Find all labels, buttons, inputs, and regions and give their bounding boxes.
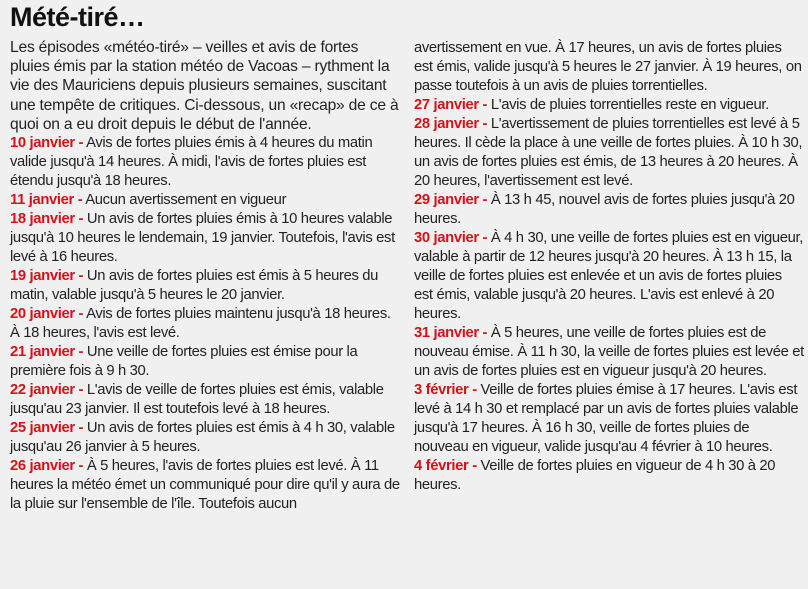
entry-date: 21 janvier - [10,344,84,361]
entry-text: Avis de fortes pluies maintenu jusqu'à 18 heures. À 18 heures, l'avis est levé. [10,306,391,342]
right-entries [414,96,804,495]
timeline-entry [10,305,400,343]
timeline-entry [10,267,400,305]
entry-date: 20 janvier - [10,306,84,323]
entry-text: À 13 h 45, nouvel avis de fortes pluies jusqu'à 20 heures. [414,192,795,227]
timeline-entry [10,343,400,381]
entry-text: À 5 heures, une veille de fortes pluies est de nouveau émise. À 11 h 30, la veille de fortes pluies est levée et un avis de fortes pluies est en vigueur jusqu'à 20 heures. [414,325,804,379]
entry-date: 31 janvier - [414,325,488,341]
timeline-entry [10,210,400,267]
entry-text: À 4 h 30, une veille de fortes pluies est en vigueur, valable à partir de 12 heures jusqu'à 20 heures. À 13 h 15, la veille de fortes pluies est enlevée et un avis de fortes pluies est émis, valable jusqu'à 20 heures. L'avis est enlevé à 20 heures. [414,230,804,322]
entry-date: 26 janvier - [10,458,84,475]
timeline-entry [414,324,804,381]
entry-date: 25 janvier - [10,420,84,437]
timeline-entry [414,229,804,324]
timeline-entry [414,457,804,495]
left-entries [10,134,400,514]
entry-text: Un avis de fortes pluies est émis à 5 heures du matin, valable jusqu'à 5 heures le 20 janvier. [10,268,379,304]
entry-text: Une veille de fortes pluies est émise pour la première fois à 9 h 30. [10,344,358,380]
entry-date: 11 janvier - [10,192,83,209]
entry-date: 18 janvier - [10,211,84,228]
timeline-entry [10,191,400,210]
timeline-entry [414,381,804,457]
timeline-entry [10,419,400,457]
timeline-entry [10,457,400,514]
entry-date: 19 janvier - [10,268,84,285]
entry-text: À 5 heures, l'avis de fortes pluies est levé. À 11 heures la météo émet un communiqué pour dire qu'il y aura de la pluie sur l'ensemble de l'île. Toutefois aucun [10,458,400,513]
entry-date: 30 janvier - [414,230,488,246]
entry-date: 22 janvier - [10,382,84,399]
entry-text: Un avis de fortes pluies est émis à 4 h 30, valable jusqu'au 26 janvier à 5 heures. [10,420,395,456]
entry-text: Veille de fortes pluies émise à 17 heures. L'avis est levé à 14 h 30 et remplacé par un avis de fortes pluies valable jusqu'à 17 heures. À 16 h 30, veille de fortes pluies de nouveau en vigueur, valide jusqu'au 4 février à 10 heures. [414,382,799,455]
entry-text: L'avertissement de pluies torrentielles est levé à 5 heures. Il cède la place à une veille de fortes pluies. À 10 h 30, un avis de fortes pluies est émis, de 13 heures à 20 heures. À 20 heures, l'avertissement est levé. [414,116,803,189]
entry-text: Aucun avertissement en vigueur [82,192,287,209]
timeline-entry [414,96,804,115]
continuation-paragraph: avertissement en vue. À 17 heures, un avis de fortes pluies est émis, valide jusqu'à 5 heures le 27 janvier. À 19 heures, on passe toutefois à un avis de pluies torrentielles. [414,40,802,94]
entry-date: 28 janvier - [414,116,488,132]
timeline-entry [10,134,400,191]
timeline-entry [10,381,400,419]
article-title: Mété-tiré… [10,2,145,32]
entry-date: 27 janvier - [414,97,488,113]
left-column [10,38,400,514]
entry-date: 3 février - [414,382,477,398]
entry-text: L'avis de veille de fortes pluies est émis, valable jusqu'au 23 janvier. Il est toutefois levé à 18 heures. [10,382,384,418]
entry-date: 4 février - [414,458,477,474]
right-column [414,39,804,495]
entry-text: L'avis de pluies torrentielles reste en vigueur. [487,97,769,113]
intro-paragraph: Les épisodes «météo-tiré» – veilles et avis de fortes pluies émis par la station météo de Vacoas – rythment la vie des Mauriciens depuis plusieurs semaines, suscitant une tempête de critiques. Ci-dessous, un «recap» de ce à quoi on a eu droit depuis le début de l'année. [10,39,399,133]
entry-text: Veille de fortes pluies en vigueur de 4 h 30 à 20 heures. [414,458,776,493]
entry-text: Un avis de fortes pluies émis à 10 heures valable jusqu'à 10 heures le lendemain, 19 janvier. Toutefois, l'avis est levé à 16 heures. [10,211,395,266]
entry-date: 29 janvier - [414,192,488,208]
entry-text: Avis de fortes pluies émis à 4 heures du matin valide jusqu'à 14 heures. À midi, l'avis de fortes pluies est étendu jusqu'à 18 heures. [10,135,373,190]
entry-date: 10 janvier - [10,135,84,152]
timeline-entry [414,191,804,229]
timeline-entry [414,115,804,191]
